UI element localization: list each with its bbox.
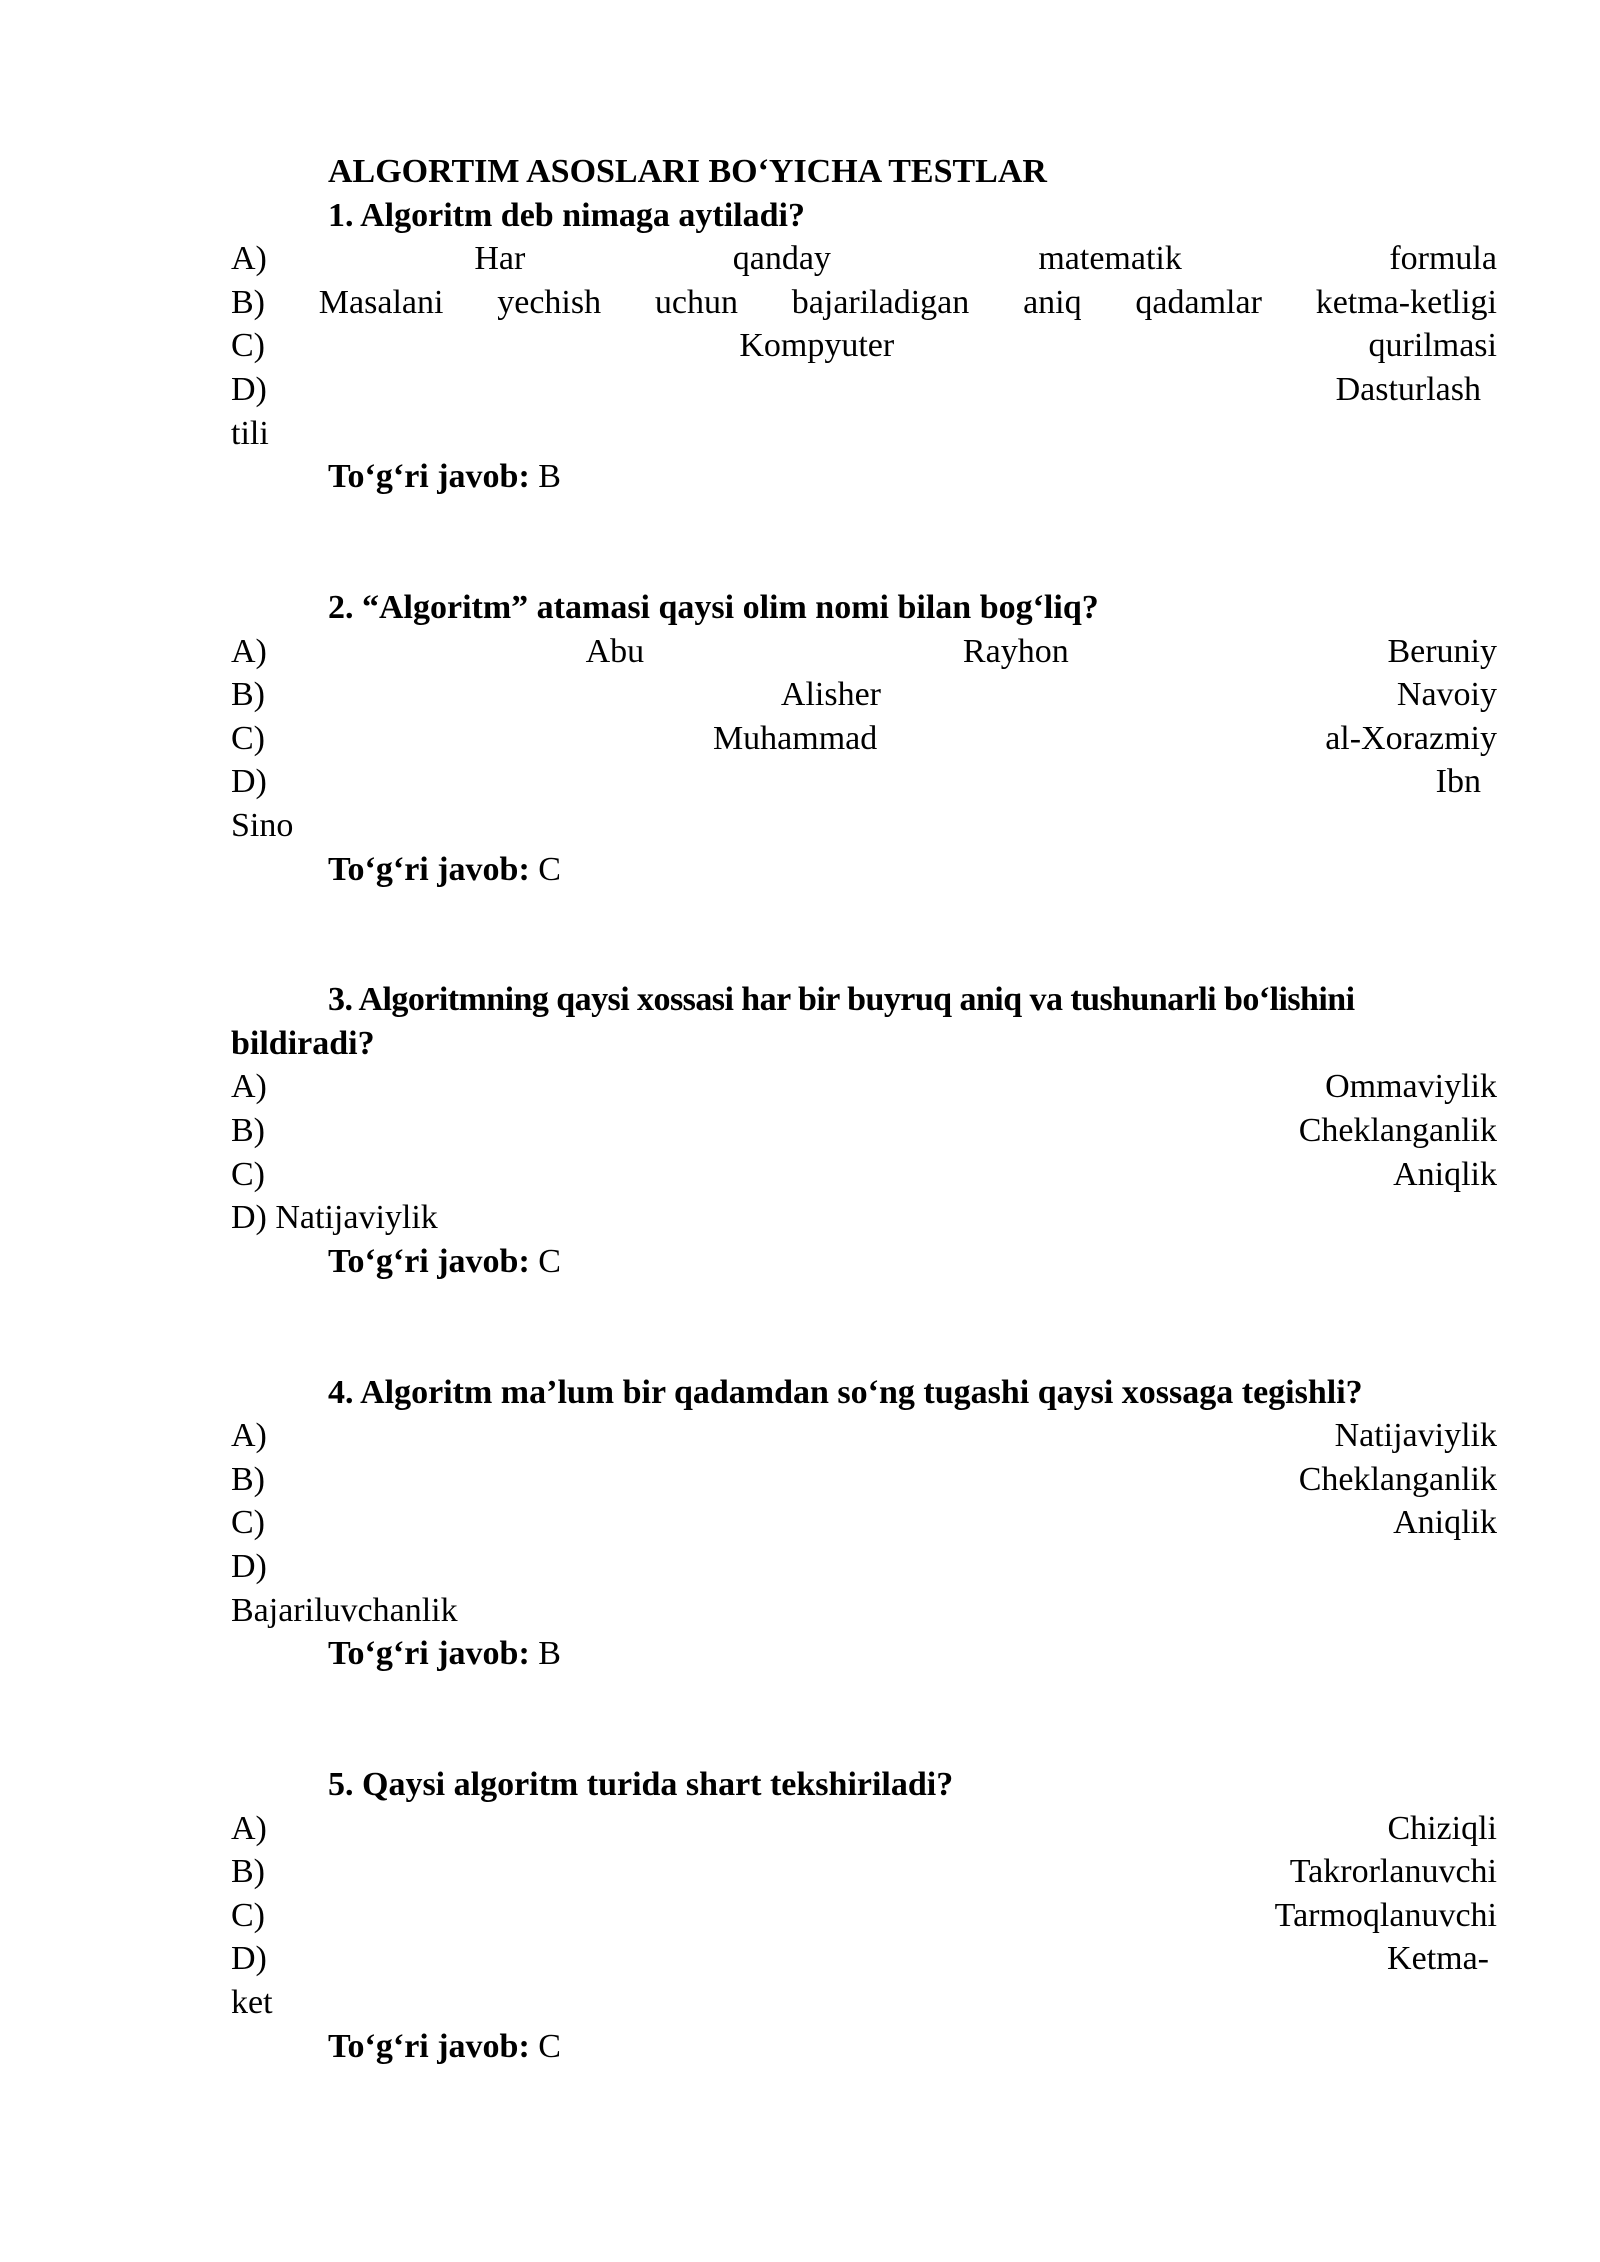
option-a: A) Natijaviylik — [231, 1417, 1497, 1455]
question-4 — [231, 1371, 1497, 1676]
option-d: D) Ibn — [231, 763, 1481, 801]
option-b: B) Cheklanganlik — [231, 1460, 1497, 1498]
option-d: D) Ketma- — [231, 1940, 1489, 1978]
option-d-continued: Bajariluvchanlik — [231, 1591, 458, 1629]
correct-answer: To‘g‘ri javob: B — [328, 458, 561, 496]
option-d-continued: tili — [231, 414, 269, 452]
option-c: C) Tarmoqlanuvchi — [231, 1896, 1497, 1934]
option-d-continued: ket — [231, 1983, 273, 2021]
question-text-continued: bildiradi? — [231, 1024, 375, 1062]
option-c: C) Aniqlik — [231, 1504, 1497, 1542]
correct-answer: To‘g‘ri javob: C — [328, 2027, 561, 2065]
option-d: D) — [231, 1548, 267, 1585]
spacer — [231, 1676, 1497, 1763]
correct-answer: To‘g‘ri javob: C — [328, 1242, 561, 1280]
option-b: B) Takrorlanuvchi — [231, 1853, 1497, 1891]
question-text: 5. Qaysi algoritm turida shart tekshiriladi? — [328, 1765, 954, 1803]
question-5 — [231, 1763, 1497, 2068]
option-c: C) Muhammad al-Xorazmiy — [231, 719, 1497, 757]
question-text: 1. Algoritm deb nimaga aytiladi? — [328, 196, 805, 234]
correct-answer: To‘g‘ri javob: B — [328, 1635, 561, 1673]
correct-answer: To‘g‘ri javob: C — [328, 850, 561, 888]
option-b: B) Masalani yechish uchun bajariladigan aniq qadamlar ketma-ketligi — [231, 283, 1497, 321]
option-a: A) Abu Rayhon Beruniy — [231, 632, 1497, 670]
option-a: A) Chiziqli — [231, 1809, 1497, 1847]
spacer — [231, 499, 1497, 586]
question-text: 2. “Algoritm” atamasi qaysi olim nomi bilan bog‘liq? — [328, 588, 1099, 626]
question-1 — [231, 194, 1497, 499]
question-3 — [231, 978, 1497, 1283]
option-c: C) Aniqlik — [231, 1155, 1497, 1193]
option-d: D) Dasturlash — [231, 370, 1481, 408]
option-a: A) Har qanday matematik formula — [231, 240, 1497, 278]
question-2 — [231, 586, 1497, 891]
question-text: 3. Algoritmning qaysi xossasi har bir buyruq aniq va tushunarli bo‘lishini — [328, 981, 1355, 1019]
option-b: B) Cheklanganlik — [231, 1112, 1497, 1150]
option-d-continued: Sino — [231, 806, 294, 844]
question-text: 4. Algoritm ma’lum bir qadamdan so‘ng tugashi qaysi xossaga tegishli? — [328, 1373, 1363, 1411]
spacer — [231, 1283, 1497, 1370]
document-page — [231, 150, 1497, 2068]
option-b: B) Alisher Navoiy — [231, 676, 1497, 714]
page-title: ALGORTIM ASOSLARI BO‘YICHA TESTLAR — [328, 153, 1047, 190]
option-d: D) Natijaviylik — [231, 1199, 438, 1237]
option-c: C) Kompyuter qurilmasi — [231, 327, 1497, 365]
option-a: A) Ommaviylik — [231, 1068, 1497, 1106]
spacer — [231, 891, 1497, 978]
